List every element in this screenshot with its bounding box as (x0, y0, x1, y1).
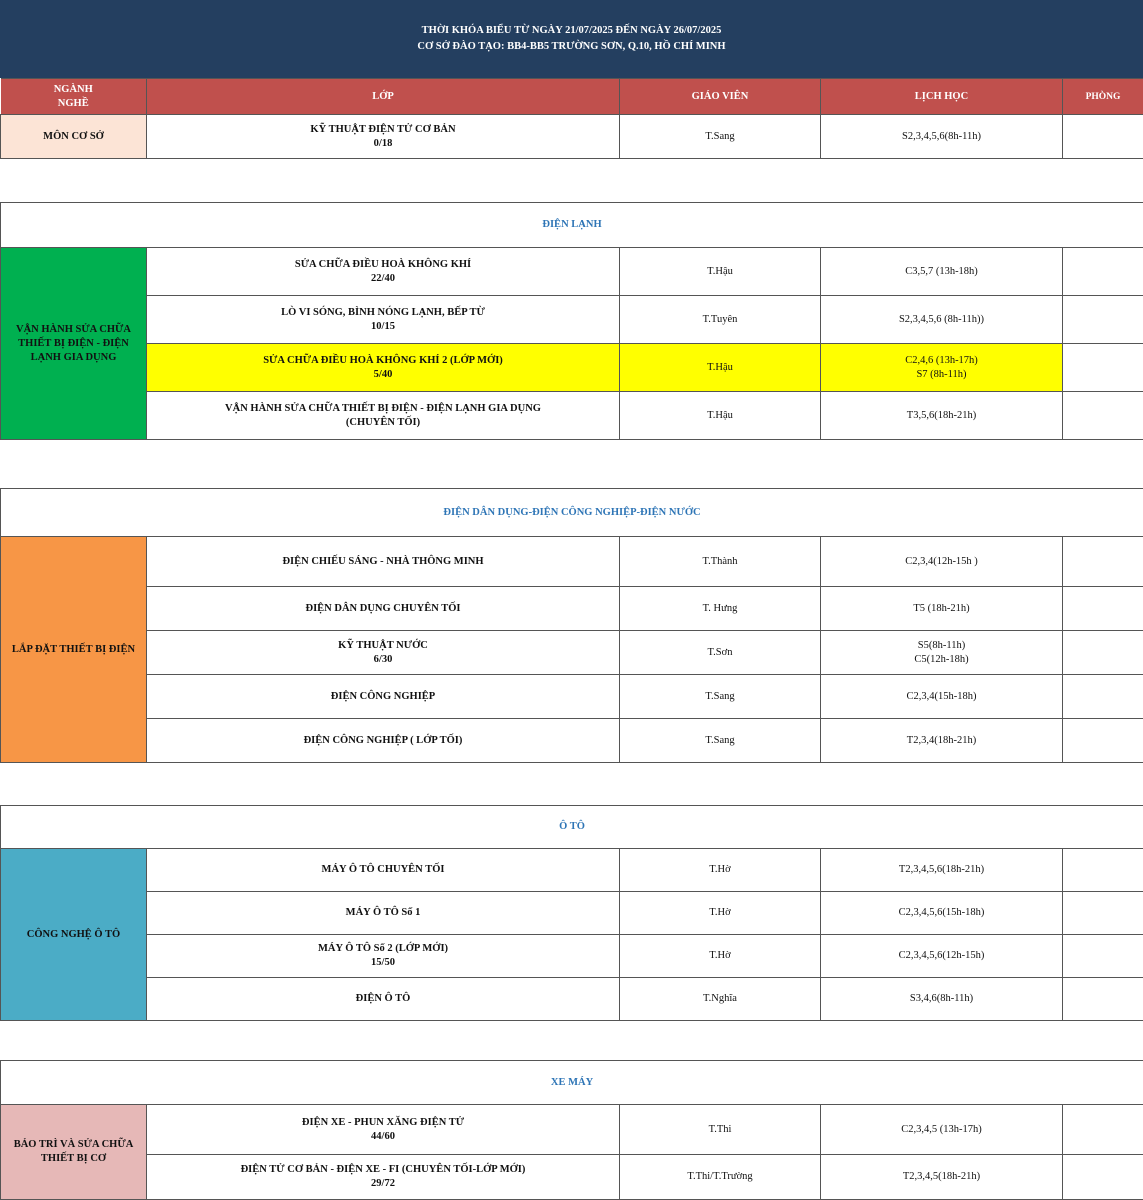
teacher-cell: T. Hưng (620, 587, 821, 631)
table-row (1, 675, 1143, 719)
teacher-cell: T.Thi (620, 1105, 821, 1155)
schedule-cell: S3,4,6(8h-11h) (821, 978, 1063, 1021)
schedule-cell: C3,5,7 (13h-18h) (821, 248, 1063, 296)
teacher-cell: T.Sang (620, 675, 821, 719)
col-header-nganh: NGÀNH NGHỀ (1, 79, 147, 115)
course-cell: ĐIỆN Ô TÔ (147, 978, 620, 1021)
col-header-phong: PHÒNG (1063, 79, 1143, 115)
room-cell (1063, 296, 1143, 344)
col-header-lop: LỚP (147, 79, 620, 115)
group-cell: LẮP ĐẶT THIẾT BỊ ĐIỆN (1, 537, 147, 763)
course-cell: MÁY Ô TÔ Số 2 (LỚP MỚI) 15/50 (147, 935, 620, 978)
section-xe-may (0, 1060, 1143, 1200)
group-cell: BẢO TRÌ VÀ SỬA CHỮA THIẾT BỊ CƠ (1, 1105, 147, 1200)
col-header-lich-hoc: LỊCH HỌC (821, 79, 1063, 115)
table-row (1, 978, 1143, 1021)
group-cell: VẬN HÀNH SỬA CHỮA THIẾT BỊ ĐIỆN - ĐIỆN LẠNH GIA DỤNG (1, 248, 147, 440)
course-cell: ĐIỆN CÔNG NGHIỆP (147, 675, 620, 719)
teacher-cell: T.Sang (620, 719, 821, 763)
table-row (1, 537, 1143, 587)
schedule-cell: T2,3,4,5,6(18h-21h) (821, 849, 1063, 892)
room-cell (1063, 587, 1143, 631)
course-cell: KỸ THUẬT NƯỚC 6/30 (147, 631, 620, 675)
course-cell: ĐIỆN CHIẾU SÁNG - NHÀ THÔNG MINH (147, 537, 620, 587)
teacher-cell: T.Sang (620, 115, 821, 159)
course-cell: MÁY Ô TÔ CHUYÊN TỐI (147, 849, 620, 892)
section-title: XE MÁY (1, 1061, 1143, 1105)
section-title: ĐIỆN LẠNH (1, 203, 1143, 248)
course-cell: SỬA CHỮA ĐIỀU HOÀ KHÔNG KHÍ 2 (LỚP MỚI) 5/40 (147, 344, 620, 392)
schedule-cell: T5 (18h-21h) (821, 587, 1063, 631)
schedule-cell: C2,3,4,5,6(15h-18h) (821, 892, 1063, 935)
teacher-cell: T.Hậu (620, 248, 821, 296)
room-cell (1063, 849, 1143, 892)
room-cell (1063, 392, 1143, 440)
schedule-cell: S5(8h-11h) C5(12h-18h) (821, 631, 1063, 675)
teacher-cell: T.Hờ (620, 935, 821, 978)
teacher-cell: T.Tuyên (620, 296, 821, 344)
room-cell (1063, 719, 1143, 763)
table-row (1, 631, 1143, 675)
table-row (1, 935, 1143, 978)
teacher-cell: T.Thi/T.Trường (620, 1155, 821, 1200)
campus-address: CƠ SỞ ĐÀO TẠO: BB4-BB5 TRƯỜNG SƠN, Q.10, HỒ CHÍ MINH (417, 41, 726, 52)
course-cell: VẬN HÀNH SỬA CHỮA THIẾT BỊ ĐIỆN - ĐIỆN LẠNH GIA DỤNG (CHUYÊN TỐI) (147, 392, 620, 440)
table-row (1, 587, 1143, 631)
schedule-cell: T2,3,4(18h-21h) (821, 719, 1063, 763)
schedule-cell: C2,3,4(12h-15h ) (821, 537, 1063, 587)
teacher-cell: T.Nghĩa (620, 978, 821, 1021)
course-cell: MÁY Ô TÔ Số 1 (147, 892, 620, 935)
schedule-cell: C2,3,4,5,6(12h-15h) (821, 935, 1063, 978)
schedule-title-banner (0, 0, 1143, 78)
course-cell: SỬA CHỮA ĐIỀU HOÀ KHÔNG KHÍ 22/40 (147, 248, 620, 296)
table-row (1, 296, 1143, 344)
teacher-cell: T.Hờ (620, 849, 821, 892)
section-o-to (0, 805, 1143, 1021)
room-cell (1063, 935, 1143, 978)
teacher-cell: T.Hậu (620, 344, 821, 392)
course-cell: ĐIỆN TỬ CƠ BẢN - ĐIỆN XE - FI (CHUYÊN TỐI-LỚP MỚI) 29/72 (147, 1155, 620, 1200)
group-cell: CÔNG NGHỆ Ô TÔ (1, 849, 147, 1021)
room-cell (1063, 1105, 1143, 1155)
section-dien-lanh (0, 202, 1143, 440)
room-cell (1063, 892, 1143, 935)
room-cell (1063, 675, 1143, 719)
schedule-cell: S2,3,4,5,6(8h-11h) (821, 115, 1063, 159)
table-row (1, 719, 1143, 763)
table-row (1, 892, 1143, 935)
section-title: ĐIỆN DÂN DỤNG-ĐIỆN CÔNG NGHIỆP-ĐIỆN NƯỚC (1, 489, 1143, 537)
section-dien-dan-dung (0, 488, 1143, 763)
table-row (1, 1155, 1143, 1200)
schedule-cell: T3,5,6(18h-21h) (821, 392, 1063, 440)
teacher-cell: T.Thành (620, 537, 821, 587)
table-row (1, 1105, 1143, 1155)
room-cell (1063, 631, 1143, 675)
base-table (0, 78, 1143, 159)
course-cell: LÒ VI SÓNG, BÌNH NÓNG LẠNH, BẾP TỪ 10/15 (147, 296, 620, 344)
room-cell (1063, 537, 1143, 587)
col-header-giao-vien: GIÁO VIÊN (620, 79, 821, 115)
table-row (1, 849, 1143, 892)
table-row (1, 392, 1143, 440)
room-cell (1063, 978, 1143, 1021)
teacher-cell: T.Hờ (620, 892, 821, 935)
course-cell: ĐIỆN CÔNG NGHIỆP ( LỚP TỐI) (147, 719, 620, 763)
course-cell: ĐIỆN DÂN DỤNG CHUYÊN TỐI (147, 587, 620, 631)
room-cell (1063, 1155, 1143, 1200)
schedule-cell: T2,3,4,5(18h-21h) (821, 1155, 1063, 1200)
schedule-cell: C2,4,6 (13h-17h) S7 (8h-11h) (821, 344, 1063, 392)
table-row (1, 248, 1143, 296)
schedule-cell: S2,3,4,5,6 (8h-11h)) (821, 296, 1063, 344)
schedule-cell: C2,3,4(15h-18h) (821, 675, 1063, 719)
table-row-highlighted (1, 344, 1143, 392)
room-cell (1063, 344, 1143, 392)
course-cell: ĐIỆN XE - PHUN XĂNG ĐIỆN TỬ 44/60 (147, 1105, 620, 1155)
room-cell (1063, 248, 1143, 296)
column-header-row (1, 79, 1143, 115)
section-title: Ô TÔ (1, 806, 1143, 849)
course-cell: KỸ THUẬT ĐIỆN TỬ CƠ BẢN 0/18 (147, 115, 620, 159)
teacher-cell: T.Hậu (620, 392, 821, 440)
table-row (1, 115, 1143, 159)
room-cell (1063, 115, 1143, 159)
schedule-title: THỜI KHÓA BIỂU TỪ NGÀY 21/07/2025 ĐẾN NGÀY 26/07/2025 (421, 25, 722, 36)
teacher-cell: T.Sơn (620, 631, 821, 675)
schedule-cell: C2,3,4,5 (13h-17h) (821, 1105, 1063, 1155)
group-mon-co-so: MÔN CƠ SỞ (1, 115, 147, 159)
